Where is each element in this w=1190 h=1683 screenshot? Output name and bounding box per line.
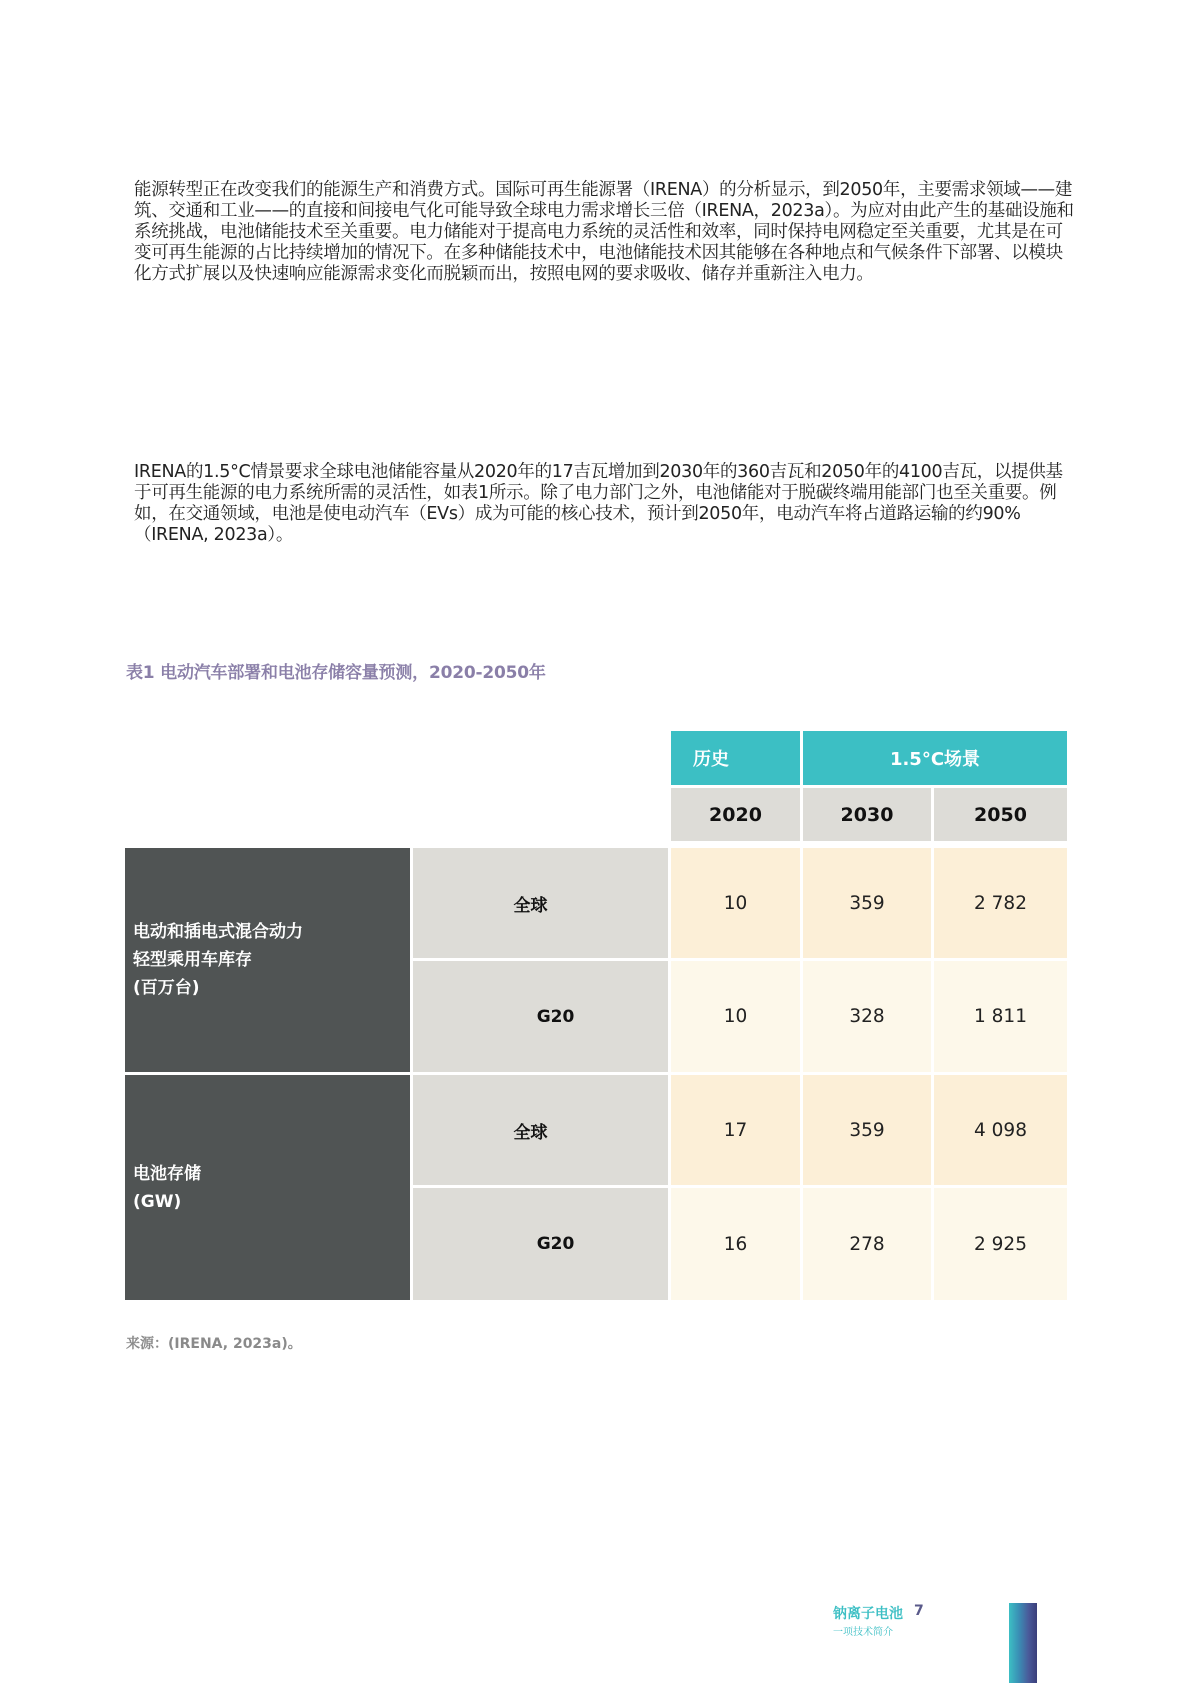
group-label-line: 电动和插电式混合动力 bbox=[133, 922, 303, 942]
row-label-global bbox=[413, 848, 668, 958]
year-2020 bbox=[671, 788, 800, 841]
year-label: 2030 bbox=[840, 803, 894, 826]
group-label-line: (GW) bbox=[133, 1191, 182, 1212]
value-text: 359 bbox=[849, 892, 885, 914]
row-label-g20 bbox=[413, 961, 668, 1072]
year-label: 2050 bbox=[974, 803, 1027, 826]
group-label-line: 轻型乘用车库存 bbox=[133, 950, 252, 970]
scenario-paragraph: IRENA的1.5°C情景要求全球电池储能容量从2020年的17吉瓦增加到2030年的360吉瓦和2050年的4100吉瓦，以提供基于可再生能源的电力系统所需的灵活性，如表1所示。除了电力部门之外，电池储能对于脱碳终端用能部门也至关重要。例如，在交通领域，电池是使电动汽车（EVs）成为可能的核心技术，预计到2050年，电动汽车将占道路运输的约90%（IRENA, 2023a）。 bbox=[134, 462, 1063, 545]
value-cell bbox=[671, 1188, 800, 1300]
value-cell bbox=[671, 1075, 800, 1185]
header-history bbox=[671, 731, 800, 785]
intro-paragraph: 能源转型正在改变我们的能源生产和消费方式。国际可再生能源署（IRENA）的分析显示，到2050年，主要需求领域——建筑、交通和工业——的直接和间接电气化可能导致全球电力需求增长三倍（IRENA，2023a）。为应对由此产生的基础设施和系统挑战，电池储能技术至关重要。电力储能对于提高电力系统的灵活性和效率，同时保持电网稳定至关重要，尤其是在可变可再生能源的占比持续增加的情况下。在多种储能技术中，电池储能技术因其能够在各种地点和气候条件下部署、以模块化方式扩展以及快速响应能源需求变化而脱颖而出，按照电网的要求吸收、储存并重新注入电力。 bbox=[134, 180, 1074, 284]
header-scenario-label: 1.5°C场景 bbox=[889, 749, 981, 770]
row-label-global bbox=[413, 1075, 668, 1185]
page-number: 7 bbox=[914, 1603, 924, 1619]
value-text: 328 bbox=[849, 1006, 885, 1027]
value-cell bbox=[934, 848, 1067, 958]
value-cell bbox=[934, 1075, 1067, 1185]
value-text: 2 925 bbox=[974, 1233, 1027, 1255]
header-history-label: 历史 bbox=[693, 749, 729, 770]
value-text: 1 811 bbox=[974, 1006, 1027, 1027]
table-caption: 表1 电动汽车部署和电池存储容量预测，2020-2050年 bbox=[126, 663, 546, 683]
year-2030 bbox=[803, 788, 931, 841]
row-label-text: G20 bbox=[536, 1234, 575, 1254]
value-cell bbox=[934, 1188, 1067, 1300]
value-text: 16 bbox=[723, 1233, 748, 1255]
value-cell bbox=[803, 1075, 931, 1185]
footer-subtitle: 一项技术简介 bbox=[833, 1627, 893, 1638]
value-text: 4 098 bbox=[974, 1119, 1027, 1141]
row-label-text: G20 bbox=[536, 1006, 575, 1027]
value-cell bbox=[934, 961, 1067, 1072]
value-cell bbox=[671, 848, 800, 958]
value-cell bbox=[671, 961, 800, 1072]
value-text: 10 bbox=[723, 892, 748, 914]
value-text: 359 bbox=[849, 1119, 885, 1141]
year-2050 bbox=[934, 788, 1067, 841]
value-text: 10 bbox=[723, 1006, 748, 1027]
value-cell bbox=[803, 1188, 931, 1300]
table-source: 来源：(IRENA, 2023a)。 bbox=[126, 1336, 302, 1352]
year-label: 2020 bbox=[709, 803, 762, 826]
group-label-line: (百万台) bbox=[133, 978, 200, 998]
group-label-line: 电池存储 bbox=[133, 1163, 201, 1184]
footer-title: 钠离子电池 bbox=[833, 1606, 903, 1622]
row-label-text: 全球 bbox=[513, 895, 548, 916]
footer-gradient-bar bbox=[1009, 1603, 1037, 1683]
value-text: 17 bbox=[723, 1119, 748, 1141]
value-text: 2 782 bbox=[974, 892, 1027, 914]
header-scenario bbox=[803, 731, 1067, 785]
row-label-text: 全球 bbox=[513, 1122, 548, 1143]
row-label-g20 bbox=[413, 1188, 668, 1300]
row-group-ev-stock bbox=[125, 848, 410, 1072]
value-text: 278 bbox=[849, 1233, 885, 1255]
value-cell bbox=[803, 961, 931, 1072]
row-group-battery-storage bbox=[125, 1075, 410, 1300]
value-cell bbox=[803, 848, 931, 958]
